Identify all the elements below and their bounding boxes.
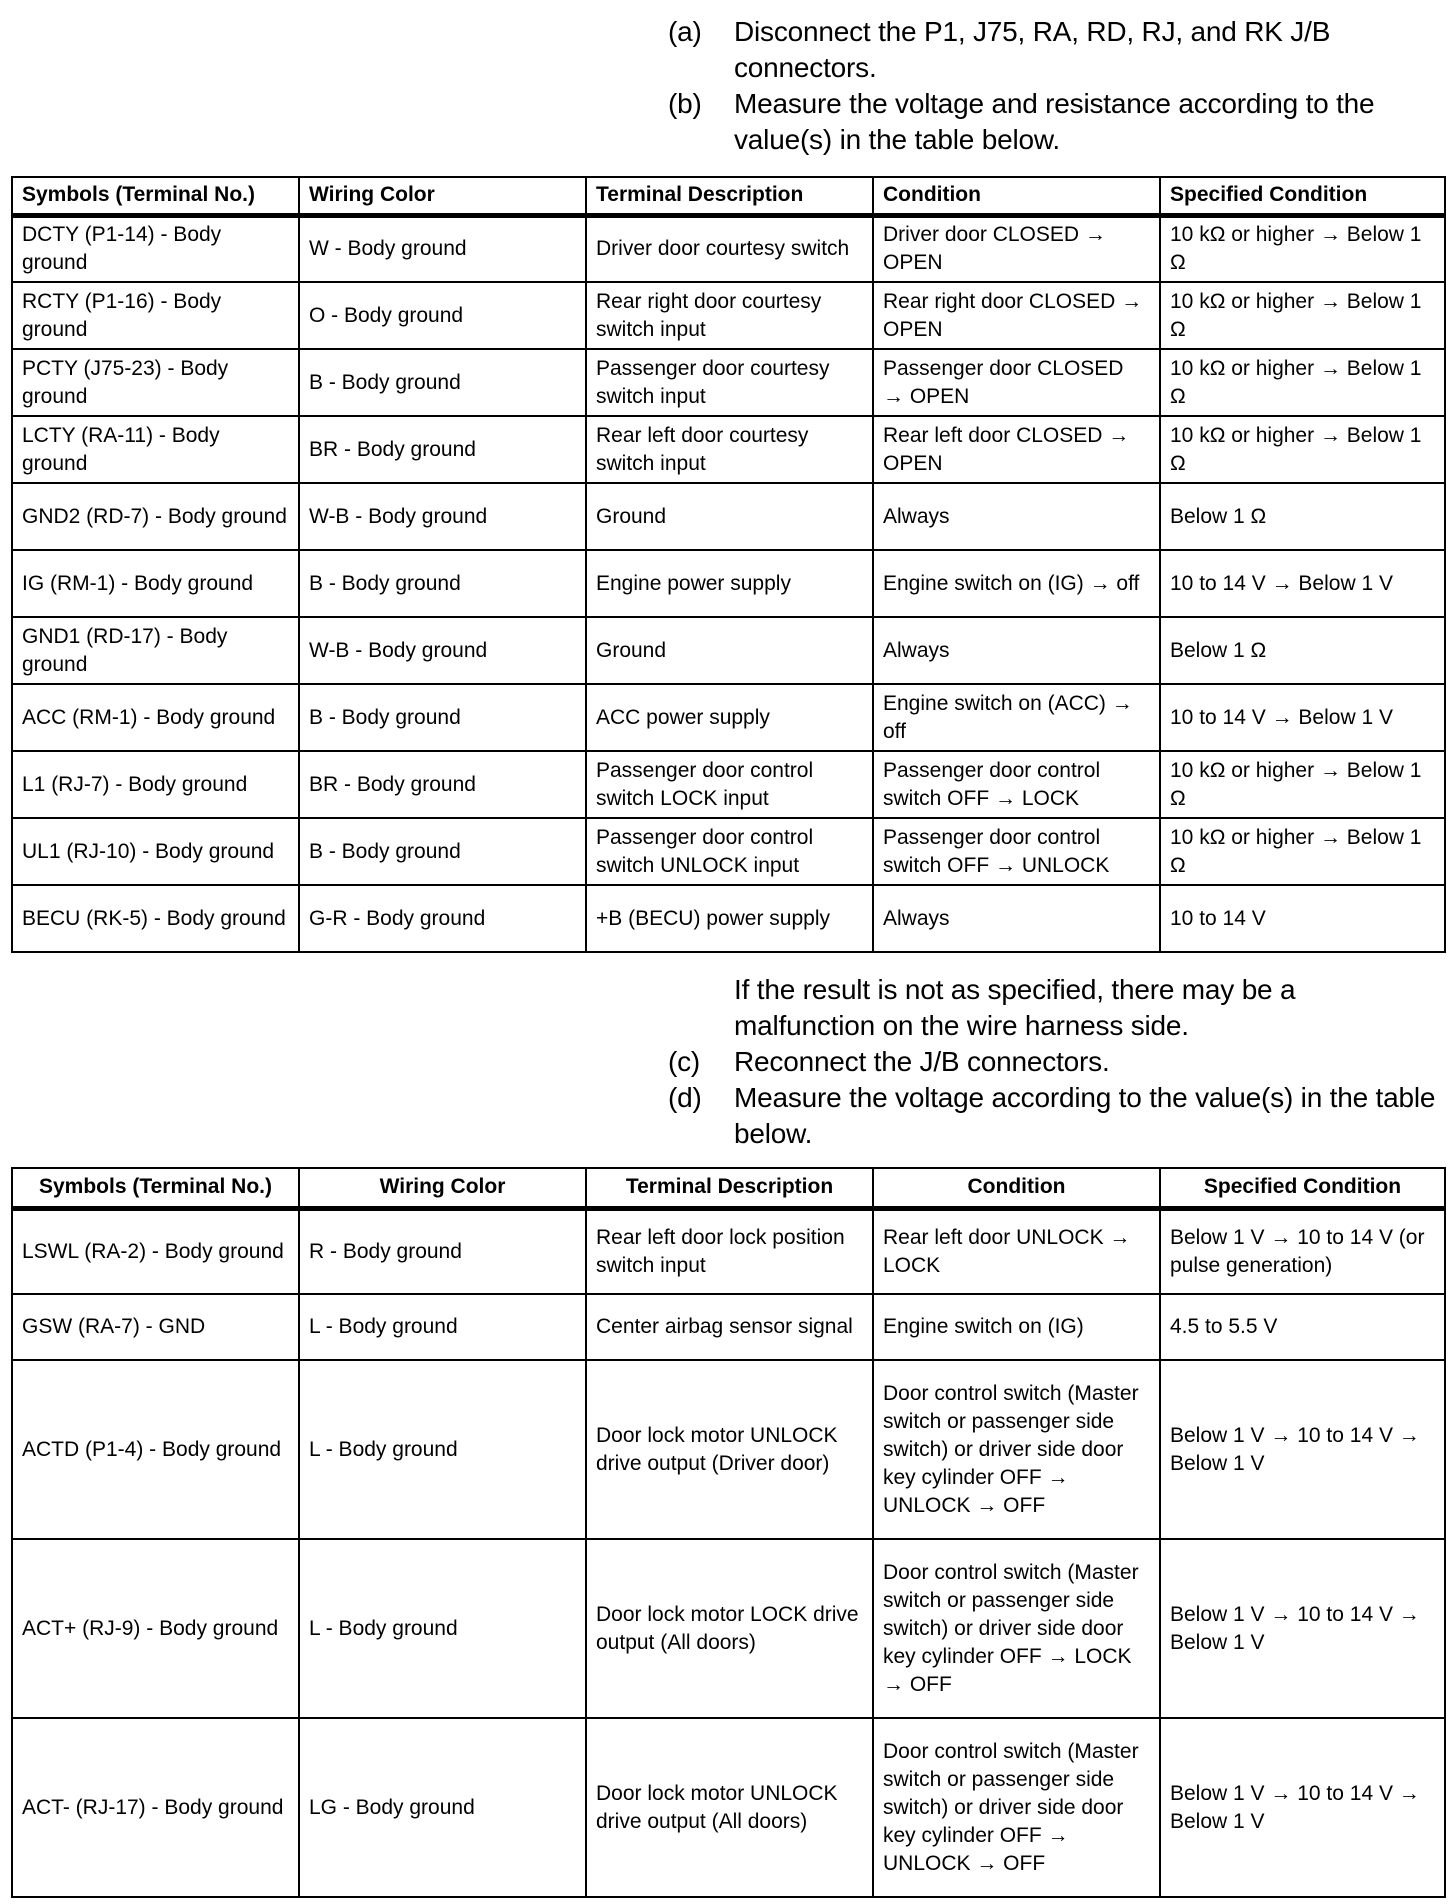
terminal-description-cell: Passenger door control switch UNLOCK input xyxy=(586,818,873,885)
specified-condition-cell: Below 1 V → 10 to 14 V → Below 1 V xyxy=(1160,1718,1445,1897)
table-row xyxy=(12,1539,1445,1718)
terminal-description-cell: Door lock motor UNLOCK drive output (Driver door) xyxy=(586,1360,873,1539)
symbols-cell: ACTD (P1-4) - Body ground xyxy=(12,1360,299,1539)
specified-condition-cell: 10 kΩ or higher → Below 1 Ω xyxy=(1160,818,1445,885)
symbols-cell: GSW (RA-7) - GND xyxy=(12,1294,299,1360)
table-row xyxy=(12,751,1445,818)
specified-condition-cell: Below 1 Ω xyxy=(1160,483,1445,550)
wiring-color-cell: L - Body ground xyxy=(299,1294,586,1360)
symbols-cell: L1 (RJ-7) - Body ground xyxy=(12,751,299,818)
step-c-letter: (c) xyxy=(668,1046,701,1077)
wiring-color-cell: LG - Body ground xyxy=(299,1718,586,1897)
wiring-color-cell: R - Body ground xyxy=(299,1208,586,1294)
condition-cell: Rear left door CLOSED → OPEN xyxy=(873,416,1160,483)
header-specified-condition: Specified Condition xyxy=(1160,177,1445,215)
specified-condition-cell: Below 1 V → 10 to 14 V (or pulse generation) xyxy=(1160,1208,1445,1294)
condition-cell: Engine switch on (IG) xyxy=(873,1294,1160,1360)
specified-condition-cell: Below 1 V → 10 to 14 V → Below 1 V xyxy=(1160,1539,1445,1718)
table-row xyxy=(12,1294,1445,1360)
terminal-description-cell: Rear left door lock position switch input xyxy=(586,1208,873,1294)
table-header-row xyxy=(12,177,1445,215)
resistance-check-table xyxy=(11,176,1446,953)
symbols-cell: PCTY (J75-23) - Body ground xyxy=(12,349,299,416)
condition-cell: Always xyxy=(873,483,1160,550)
table-row xyxy=(12,349,1445,416)
table-row xyxy=(12,885,1445,952)
specified-condition-cell: Below 1 Ω xyxy=(1160,617,1445,684)
table-row xyxy=(12,416,1445,483)
terminal-description-cell: Door lock motor LOCK drive output (All doors) xyxy=(586,1539,873,1718)
wiring-color-cell: G-R - Body ground xyxy=(299,885,586,952)
condition-cell: Passenger door control switch OFF → UNLOCK xyxy=(873,818,1160,885)
step-a xyxy=(668,14,1438,86)
header-condition: Condition xyxy=(873,1168,1160,1208)
wiring-color-cell: W-B - Body ground xyxy=(299,617,586,684)
step-c xyxy=(668,1044,1438,1080)
table-row xyxy=(12,483,1445,550)
step-c-text: Reconnect the J/B connectors. xyxy=(734,1046,1110,1077)
wiring-color-cell: W-B - Body ground xyxy=(299,483,586,550)
header-specified-condition: Specified Condition xyxy=(1160,1168,1445,1208)
condition-cell: Always xyxy=(873,885,1160,952)
condition-cell: Door control switch (Master switch or passenger side switch) or driver side door key cylinder OFF → UNLOCK → OFF xyxy=(873,1360,1160,1539)
table-row xyxy=(12,818,1445,885)
wiring-color-cell: B - Body ground xyxy=(299,684,586,751)
table-header-row xyxy=(12,1168,1445,1208)
symbols-cell: GND2 (RD-7) - Body ground xyxy=(12,483,299,550)
step-d xyxy=(668,1080,1438,1152)
table-row xyxy=(12,215,1445,282)
condition-cell: Rear left door UNLOCK → LOCK xyxy=(873,1208,1160,1294)
wiring-color-cell: L - Body ground xyxy=(299,1539,586,1718)
symbols-cell: UL1 (RJ-10) - Body ground xyxy=(12,818,299,885)
step-d-text: Measure the voltage according to the value(s) in the table below. xyxy=(734,1082,1436,1149)
header-condition: Condition xyxy=(873,177,1160,215)
step-d-letter: (d) xyxy=(668,1082,702,1113)
symbols-cell: GND1 (RD-17) - Body ground xyxy=(12,617,299,684)
terminal-description-cell: Ground xyxy=(586,617,873,684)
specified-condition-cell: Below 1 V → 10 to 14 V → Below 1 V xyxy=(1160,1360,1445,1539)
header-terminal-description: Terminal Description xyxy=(586,1168,873,1208)
step-b xyxy=(668,86,1438,158)
specified-condition-cell: 10 to 14 V → Below 1 V xyxy=(1160,550,1445,617)
table-row xyxy=(12,282,1445,349)
header-wiring-color: Wiring Color xyxy=(299,1168,586,1208)
condition-cell: Door control switch (Master switch or passenger side switch) or driver side door key cylinder OFF → LOCK → OFF xyxy=(873,1539,1160,1718)
condition-cell: Door control switch (Master switch or passenger side switch) or driver side door key cylinder OFF → UNLOCK → OFF xyxy=(873,1718,1160,1897)
wiring-color-cell: O - Body ground xyxy=(299,282,586,349)
condition-cell: Engine switch on (IG) → off xyxy=(873,550,1160,617)
terminal-description-cell: Center airbag sensor signal xyxy=(586,1294,873,1360)
table-row xyxy=(12,1208,1445,1294)
terminal-description-cell: Rear right door courtesy switch input xyxy=(586,282,873,349)
table-row xyxy=(12,1360,1445,1539)
result-note: If the result is not as specified, there may be a malfunction on the wire harness side. xyxy=(734,974,1296,1041)
specified-condition-cell: 4.5 to 5.5 V xyxy=(1160,1294,1445,1360)
step-a-letter: (a) xyxy=(668,16,702,47)
header-terminal-description: Terminal Description xyxy=(586,177,873,215)
specified-condition-cell: 10 kΩ or higher → Below 1 Ω xyxy=(1160,349,1445,416)
terminal-description-cell: Driver door courtesy switch xyxy=(586,215,873,282)
symbols-cell: ACC (RM-1) - Body ground xyxy=(12,684,299,751)
terminal-description-cell: ACC power supply xyxy=(586,684,873,751)
specified-condition-cell: 10 kΩ or higher → Below 1 Ω xyxy=(1160,416,1445,483)
condition-cell: Always xyxy=(873,617,1160,684)
specified-condition-cell: 10 kΩ or higher → Below 1 Ω xyxy=(1160,215,1445,282)
symbols-cell: ACT+ (RJ-9) - Body ground xyxy=(12,1539,299,1718)
header-wiring-color: Wiring Color xyxy=(299,177,586,215)
wiring-color-cell: L - Body ground xyxy=(299,1360,586,1539)
terminal-description-cell: Passenger door control switch LOCK input xyxy=(586,751,873,818)
specified-condition-cell: 10 kΩ or higher → Below 1 Ω xyxy=(1160,751,1445,818)
specified-condition-cell: 10 kΩ or higher → Below 1 Ω xyxy=(1160,282,1445,349)
symbols-cell: LCTY (RA-11) - Body ground xyxy=(12,416,299,483)
specified-condition-cell: 10 to 14 V xyxy=(1160,885,1445,952)
symbols-cell: ACT- (RJ-17) - Body ground xyxy=(12,1718,299,1897)
step-b-letter: (b) xyxy=(668,88,702,119)
specified-condition-cell: 10 to 14 V → Below 1 V xyxy=(1160,684,1445,751)
symbols-cell: BECU (RK-5) - Body ground xyxy=(12,885,299,952)
condition-cell: Rear right door CLOSED → OPEN xyxy=(873,282,1160,349)
condition-cell: Passenger door control switch OFF → LOCK xyxy=(873,751,1160,818)
condition-cell: Driver door CLOSED → OPEN xyxy=(873,215,1160,282)
voltage-check-table xyxy=(11,1167,1446,1898)
wiring-color-cell: BR - Body ground xyxy=(299,416,586,483)
symbols-cell: DCTY (P1-14) - Body ground xyxy=(12,215,299,282)
terminal-description-cell: +B (BECU) power supply xyxy=(586,885,873,952)
table-row xyxy=(12,617,1445,684)
terminal-description-cell: Ground xyxy=(586,483,873,550)
header-symbols: Symbols (Terminal No.) xyxy=(12,177,299,215)
step-a-text: Disconnect the P1, J75, RA, RD, RJ, and RK J/B connectors. xyxy=(734,16,1331,83)
wiring-color-cell: BR - Body ground xyxy=(299,751,586,818)
wiring-color-cell: B - Body ground xyxy=(299,818,586,885)
table-row xyxy=(12,684,1445,751)
wiring-color-cell: B - Body ground xyxy=(299,349,586,416)
symbols-cell: IG (RM-1) - Body ground xyxy=(12,550,299,617)
terminal-description-cell: Passenger door courtesy switch input xyxy=(586,349,873,416)
terminal-description-cell: Door lock motor UNLOCK drive output (All doors) xyxy=(586,1718,873,1897)
table-row xyxy=(12,550,1445,617)
header-symbols: Symbols (Terminal No.) xyxy=(12,1168,299,1208)
condition-cell: Engine switch on (ACC) → off xyxy=(873,684,1160,751)
wiring-color-cell: W - Body ground xyxy=(299,215,586,282)
terminal-description-cell: Rear left door courtesy switch input xyxy=(586,416,873,483)
step-b-text: Measure the voltage and resistance according to the value(s) in the table below. xyxy=(734,88,1375,155)
table-row xyxy=(12,1718,1445,1897)
symbols-cell: RCTY (P1-16) - Body ground xyxy=(12,282,299,349)
symbols-cell: LSWL (RA-2) - Body ground xyxy=(12,1208,299,1294)
wiring-color-cell: B - Body ground xyxy=(299,550,586,617)
terminal-description-cell: Engine power supply xyxy=(586,550,873,617)
condition-cell: Passenger door CLOSED → OPEN xyxy=(873,349,1160,416)
